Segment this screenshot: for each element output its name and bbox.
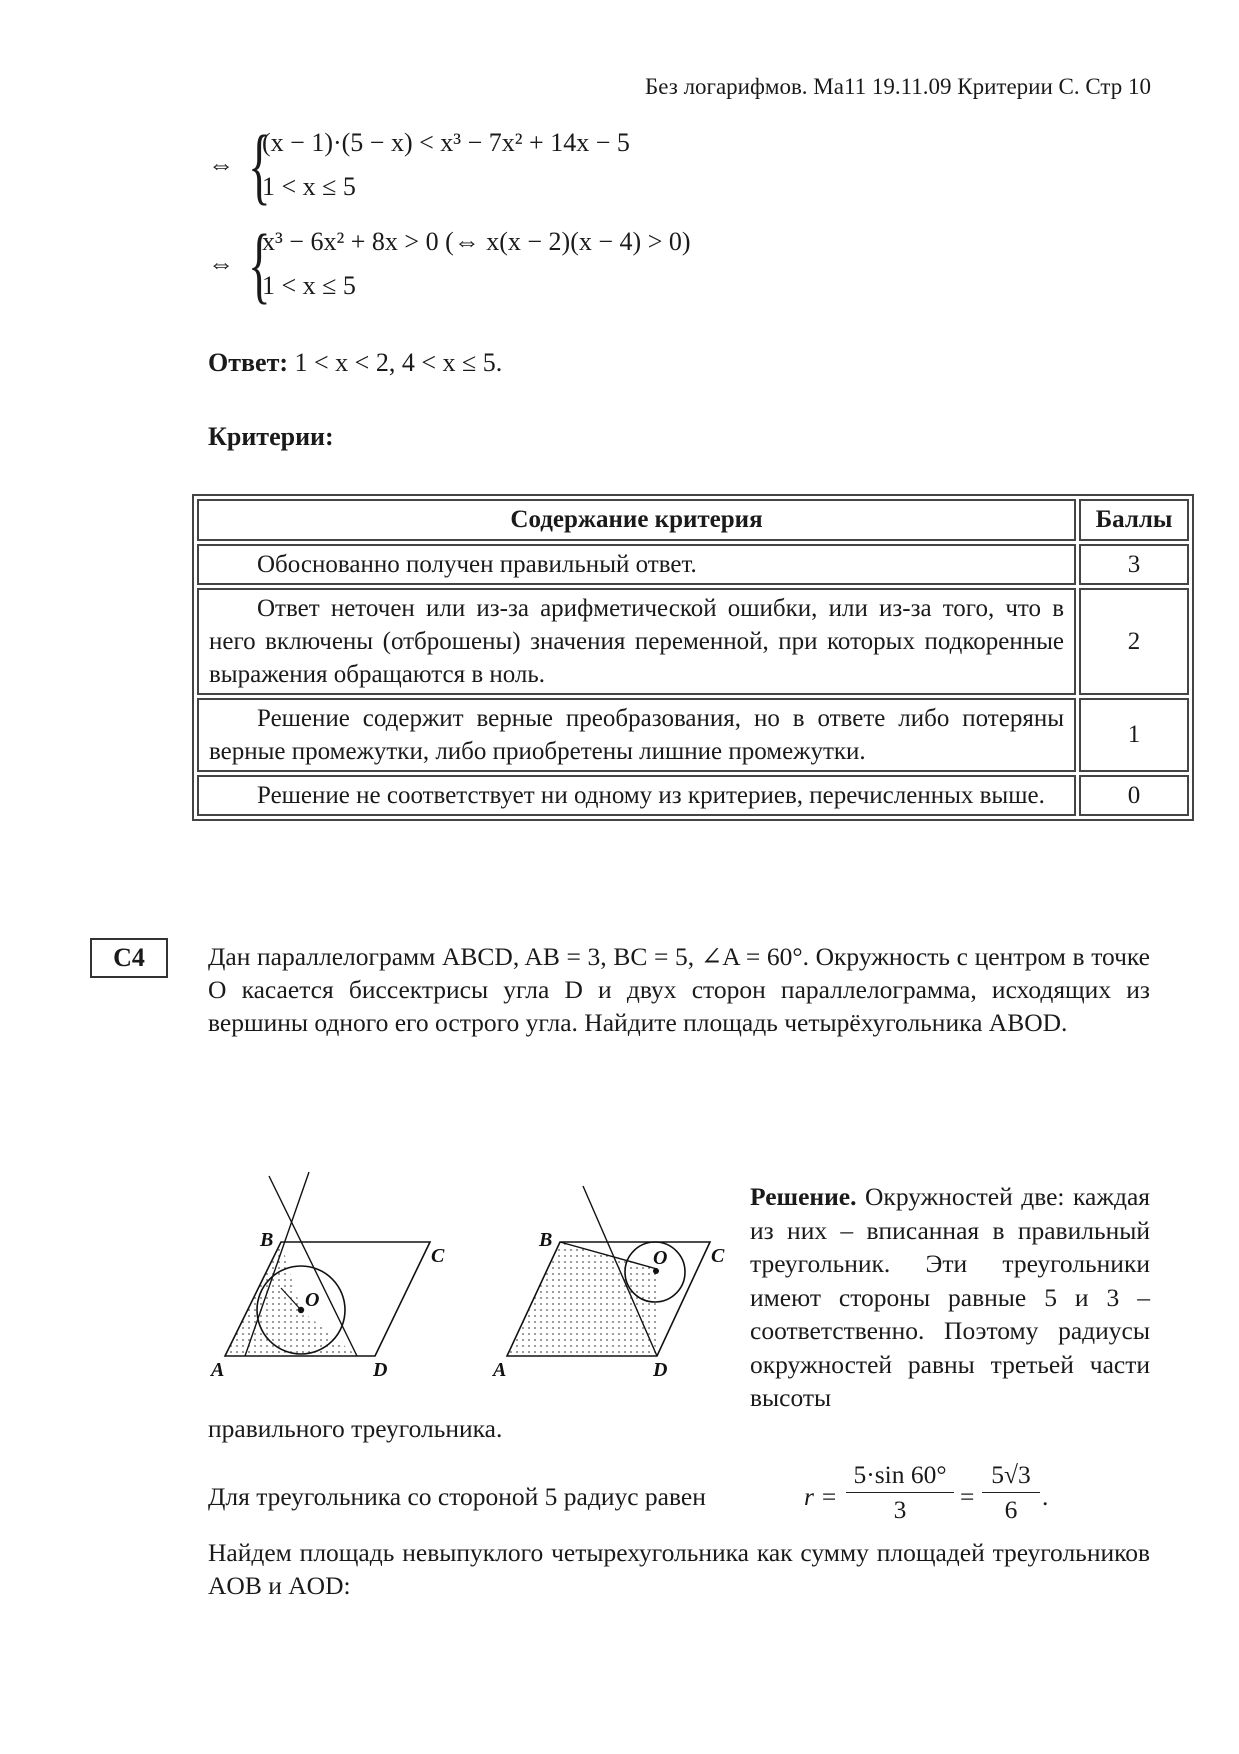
- table-row: [197, 775, 1189, 816]
- center-point: [298, 1307, 304, 1313]
- problem-label: С4: [90, 938, 168, 978]
- criterion-text: Решение содержит верные преобразования, но в ответе либо потеряны верные промежутки, либо приобретены лишние промежутки.: [197, 698, 1076, 772]
- page-header: Без логарифмов. Ма11 19.11.09 Критерии С. Стр 10: [645, 74, 1151, 99]
- system2-line1: x³ − 6x² + 8x > 0 (⇔ x(x − 2)(x − 4) > 0): [262, 227, 691, 256]
- column-header-content: Содержание критерия: [197, 499, 1076, 541]
- answer: [208, 348, 502, 378]
- answer-label: Ответ:: [208, 348, 289, 377]
- fraction-bar: [846, 1492, 954, 1493]
- label-b: B: [260, 1229, 274, 1251]
- criterion-text: Решение не соответствует ни одному из критериев, перечисленных выше.: [197, 775, 1076, 816]
- criterion-text: Обоснованно получен правильный ответ.: [197, 544, 1076, 585]
- radius-lhs: r =: [804, 1482, 838, 1511]
- label-d: D: [653, 1359, 668, 1380]
- label-d: D: [373, 1359, 388, 1380]
- fraction-2: [982, 1460, 1040, 1525]
- equation-system-2: [208, 216, 908, 312]
- table-row: [197, 544, 1189, 585]
- table-header-row: [197, 499, 1189, 541]
- brace: {: [248, 117, 271, 213]
- criteria-title: Критерии:: [208, 422, 334, 451]
- label-o: O: [653, 1247, 668, 1269]
- criterion-points: 3: [1079, 544, 1189, 585]
- solution-body: Окружностей две: каждая из них – вписанная в правильный треугольник. Эти треугольники имеют стороны равные 5 и 3 – соответственно. Поэтому радиусы окружностей равны третьей части высоты: [750, 1182, 1151, 1412]
- label-o: O: [305, 1289, 320, 1311]
- column-header-points: Баллы: [1079, 499, 1189, 541]
- table-row: [197, 698, 1189, 772]
- figure-1: [205, 1170, 465, 1380]
- label-b: B: [539, 1229, 553, 1251]
- figure-2: [485, 1170, 745, 1380]
- criterion-points: 2: [1079, 588, 1189, 695]
- solution-continuation: правильного треугольника.: [208, 1414, 503, 1443]
- problem-text: Дан параллелограмм ABCD, AB = 3, BC = 5, ∠A = 60°. Окружность с центром в точке O касается биссектрисы угла D и двух сторон параллелограмма, исходящих из вершины одного его острого угла. Найдите площадь четырёхугольника ABOD.: [208, 942, 1150, 1037]
- fraction-2-numerator: 5√3: [991, 1460, 1031, 1489]
- final-paragraph: Найдем площадь невыпуклого четырехугольника как сумму площадей треугольников AOB и AOD:: [208, 1538, 1150, 1600]
- fraction-1-denominator: 3: [893, 1495, 907, 1524]
- brace: {: [248, 216, 271, 312]
- fraction-2-denominator: 6: [1004, 1495, 1018, 1524]
- fraction-1: [846, 1460, 954, 1525]
- label-a: A: [493, 1359, 507, 1380]
- radius-formula-line: [208, 1460, 1108, 1534]
- criterion-text: Ответ неточен или из-за арифметической ошибки, или из-за того, что в него включены (отброшены) значения переменной, при которых подкоренные выражения обращаются в ноль.: [197, 588, 1076, 695]
- table-row: [197, 588, 1189, 695]
- equivalence-arrow: ⇔: [208, 150, 234, 179]
- shaded-quadrilateral: [507, 1242, 659, 1356]
- label-c: C: [431, 1245, 445, 1267]
- system1-line2: 1 < x ≤ 5: [262, 172, 356, 201]
- solution-label: Решение.: [750, 1182, 857, 1211]
- fraction-1-numerator: 5·sin 60°: [853, 1460, 947, 1489]
- answer-value: 1 < x < 2, 4 < x ≤ 5.: [294, 348, 503, 377]
- label-c: C: [711, 1245, 725, 1267]
- fraction-bar: [982, 1492, 1040, 1493]
- criterion-points: 1: [1079, 698, 1189, 772]
- equation-system-1: [208, 117, 708, 213]
- criterion-points: 0: [1079, 775, 1189, 816]
- radius-intro: Для треугольника со стороной 5 радиус равен: [208, 1482, 706, 1511]
- equals-sign: =: [960, 1482, 975, 1511]
- system1-line1: (x − 1)·(5 − x) < x³ − 7x² + 14x − 5: [262, 128, 630, 157]
- equivalence-arrow: ⇔: [208, 249, 234, 278]
- solution-text: [750, 1180, 1150, 1415]
- criteria-table: [192, 494, 1194, 821]
- end-dot: .: [1042, 1482, 1049, 1511]
- label-a: A: [211, 1359, 225, 1380]
- system2-line2: 1 < x ≤ 5: [262, 271, 356, 300]
